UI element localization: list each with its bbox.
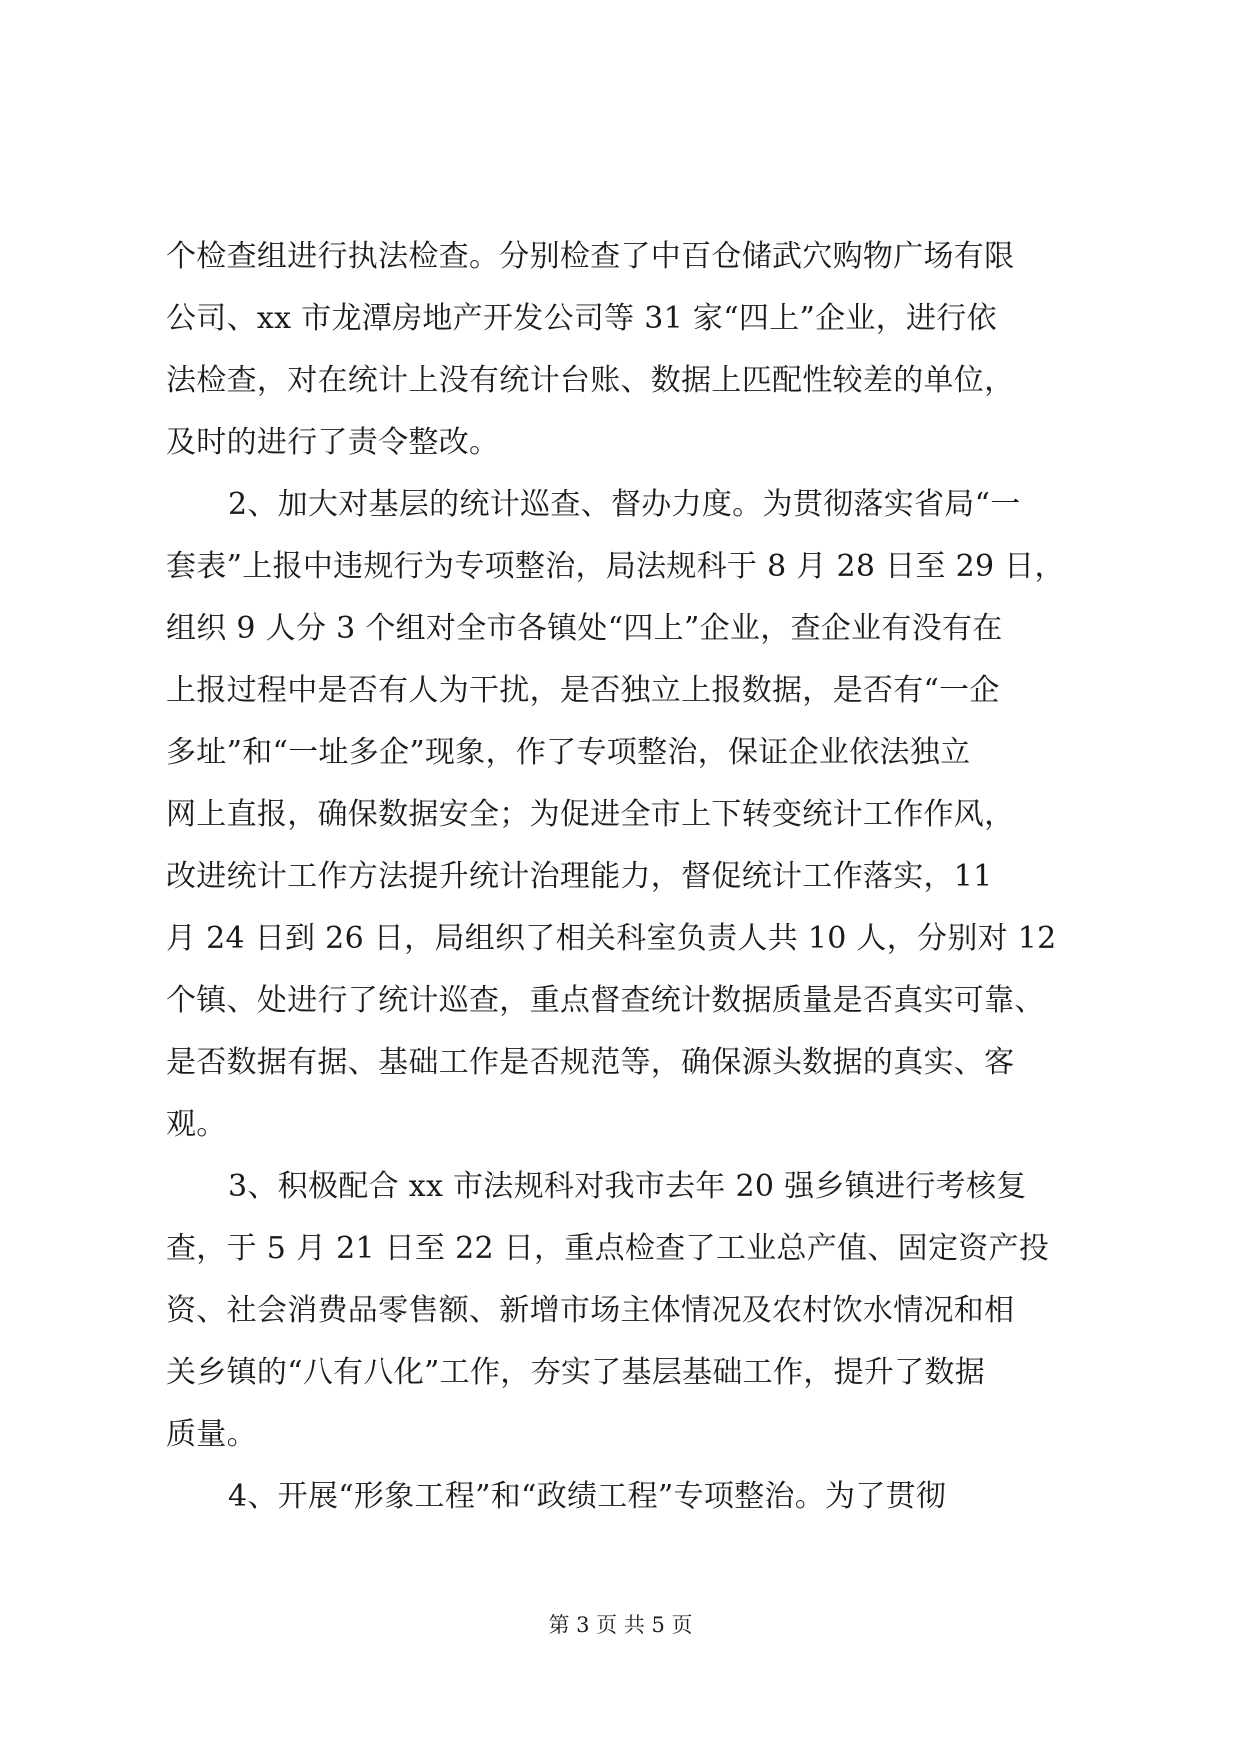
paragraph-item-3 <box>166 1156 1078 1466</box>
text-line: 关乡镇的“八有八化”工作，夯实了基层基础工作，提升了数据 <box>166 1355 986 1390</box>
text-line: 是否数据有据、基础工作是否规范等，确保源头数据的真实、客 <box>166 1045 1015 1080</box>
text-line: 改进统计工作方法提升统计治理能力，督促统计工作落实，11 <box>166 859 993 894</box>
text-line: 组织 9 人分 3 个组对全市各镇处“四上”企业，查企业有没有在 <box>166 611 1003 646</box>
text-line: 观。 <box>166 1107 227 1142</box>
text-line: 上报过程中是否有人为干扰，是否独立上报数据，是否有“一企 <box>166 673 1000 708</box>
text-line: 多址”和“一址多企”现象，作了专项整治，保证企业依法独立 <box>166 735 971 770</box>
text-line: 4、开展“形象工程”和“政绩工程”专项整治。为了贯彻 <box>228 1479 947 1514</box>
text-line: 个检查组进行执法检查。分别检查了中百仓储武穴购物广场有限 <box>166 239 1015 274</box>
text-line: 查，于 5 月 21 日至 22 日，重点检查了工业总产值、固定资产投 <box>166 1231 1050 1266</box>
paragraph-item-2 <box>166 474 1078 1156</box>
text-line: 月 24 日到 26 日，局组织了相关科室负责人共 10 人，分别对 12 <box>166 921 1057 956</box>
text-line: 资、社会消费品零售额、新增市场主体情况及农村饮水情况和相 <box>166 1293 1015 1328</box>
text-line: 及时的进行了责令整改。 <box>166 425 500 460</box>
paragraph-item-4 <box>166 1466 1078 1528</box>
text-line: 法检查，对在统计上没有统计台账、数据上匹配性较差的单位， <box>166 363 1015 398</box>
paragraph-continuation <box>166 226 1078 474</box>
text-line: 公司、xx 市龙潭房地产开发公司等 31 家“四上”企业，进行依 <box>166 301 997 336</box>
text-line: 2、加大对基层的统计巡查、督办力度。为贯彻落实省局“一 <box>228 487 1021 522</box>
text-line: 个镇、处进行了统计巡查，重点督查统计数据质量是否真实可靠、 <box>166 983 1045 1018</box>
text-line: 套表”上报中违规行为专项整治，局法规科于 8 月 28 日至 29 日， <box>166 549 1065 584</box>
text-line: 3、积极配合 xx 市法规科对我市去年 20 强乡镇进行考核复 <box>228 1169 1027 1204</box>
page-footer: 第 3 页 共 5 页 <box>548 1613 693 1637</box>
text-line: 网上直报，确保数据安全；为促进全市上下转变统计工作作风， <box>166 797 1015 832</box>
document-body <box>166 226 1078 1528</box>
text-line: 质量。 <box>166 1417 257 1452</box>
